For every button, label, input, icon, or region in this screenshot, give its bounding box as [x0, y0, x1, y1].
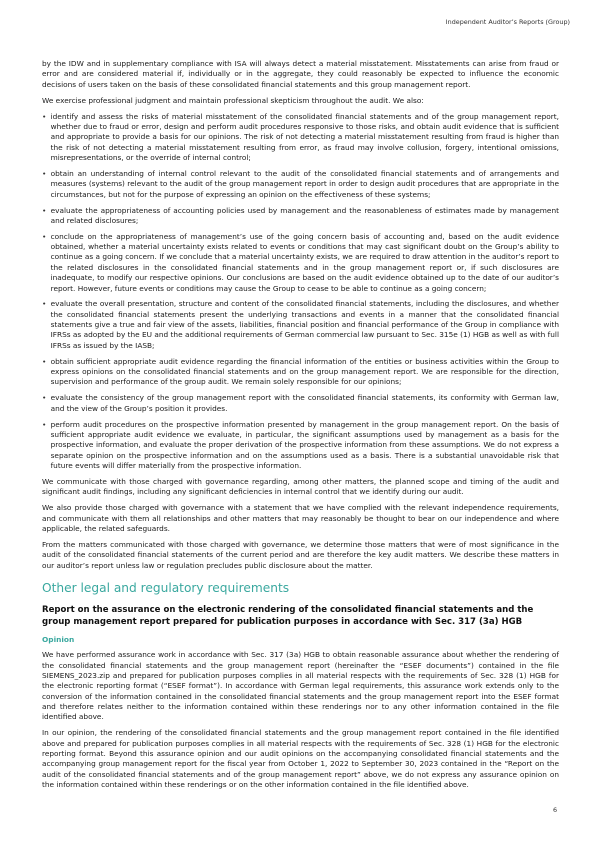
key-matters-paragraph: From the matters communicated with those charged with governance, we determine those matters that were of most significance in the audit of the consolidated financial statements of the current period and are therefore the key audit matters. We describe these matters in our auditor’s report unless law or regulation precludes public disclosure about the matter. [42, 539, 559, 570]
intro-paragraph: by the IDW and in supplementary compliance with ISA will always detect a material misstatement. Misstatements can arise from fraud or error and are considered material if, individually or in the aggregate, they could reasonably be expected to influence the economic decisions of users taken on the basis of these consolidated financial statements and this group management report. [42, 59, 559, 89]
list-item: • evaluate the appropriateness of accounting policies used by management and the reasonableness of estimates made by management and related disclosures; [42, 206, 559, 227]
section-subtitle: Report on the assurance on the electronic rendering of the consolidated financial statements and the group management report prepared for publication purposes in accordance with Sec. 317 (3a) HGB [42, 604, 534, 628]
section-title: Other legal and regulatory requirements [42, 580, 290, 595]
list-item: • evaluate the consistency of the group management report with the consolidated financial statements, its conformity with German law, and the view of the Group’s position it provides. [42, 393, 559, 414]
page-content [42, 59, 559, 796]
list-item: • perform audit procedures on the prospective information presented by management in the group management report. On the basis of sufficient appropriate audit evidence we evaluate, in particular, the significant assumptions used by management as a basis for the prospective information, and evaluate the proper derivation of the prospective information from these assumptions. We do not express a separate opinion on the prospective information and on the assumptions used as a basis. There is a substantial unavoidable risk that future events will differ materially from the prospective information. [42, 420, 559, 472]
audit-procedures-list [42, 112, 559, 472]
list-item: • identify and assess the risks of material misstatement of the consolidated financial statements and of the group management report, whether due to fraud or error, design and perform audit procedures responsive to those risks, and obtain audit evidence that is sufficient and appropriate to provide a basis for our opinions. The risk of not detecting a material misstatement resulting from fraud is higher than the risk of not detecting a material misstatement resulting from error, as fraud may involve collusion, forgery, intentional omissions, misrepresentations, or the override of internal control; [42, 112, 559, 164]
opinion-paragraph-1: We have performed assurance work in accordance with Sec. 317 (3a) HGB to obtain reasonable assurance about whether the rendering of the consolidated financial statements and the group management report (hereinafter the “ESEF documents”) contained in the file SIEMENS_2023.zip and prepared for publication purposes complies in all material respects with the requirements of Sec. 328 (1) HGB for the electronic reporting format (“ESEF format”). In accordance with German legal requirements, this assurance work extends only to the conversion of the information contained in the consolidated financial statements and the group management report into the ESEF format and therefore relates neither to the information contained within these renderings nor to any other information contained in the file identified above. [42, 650, 559, 722]
list-item: • evaluate the overall presentation, structure and content of the consolidated financial statements, including the disclosures, and whether the consolidated financial statements present the underlying transactions and events in a manner that the consolidated financial statements give a true and fair view of the assets, liabilities, financial position and financial performance of the Group in compliance with IFRSs as adopted by the EU and the additional requirements of German commercial law pursuant to Sec. 315e (1) HGB as well as with full IFRSs as issued by the IASB; [42, 299, 559, 351]
list-item: • conclude on the appropriateness of management’s use of the going concern basis of accounting and, based on the audit evidence obtained, whether a material uncertainty exists related to events or conditions that may cast significant doubt on the Group’s ability to continue as a going concern. If we conclude that a material uncertainty exists, we are required to draw attention in the auditor’s report to the related disclosures in the consolidated financial statements and in the group management report or, if such disclosures are inadequate, to modify our respective opinions. Our conclusions are based on the audit evidence obtained up to the date of our auditor’s report. However, future events or conditions may cause the Group to cease to be able to continue as a going concern; [42, 232, 559, 294]
independence-paragraph: We also provide those charged with governance with a statement that we have complied with the relevant independence requirements, and communicate with them all relationships and other matters that may reasonably be thought to bear on our independence and where applicable, the related safeguards. [42, 503, 559, 533]
opinion-heading: Opinion [42, 635, 75, 645]
running-header: Independent Auditor’s Reports (Group) [445, 18, 570, 26]
judgment-paragraph: We exercise professional judgment and maintain professional skepticism throughout the audit. We also: [42, 95, 424, 105]
list-item: • obtain an understanding of internal control relevant to the audit of the consolidated financial statements and of arrangements and measures (systems) relevant to the audit of the group management report in order to design audit procedures that are appropriate in the circumstances, but not for the purpose of expressing an opinion on the effectiveness of these systems; [42, 169, 559, 200]
page-number: 6 [553, 806, 558, 814]
opinion-paragraph-2: In our opinion, the rendering of the consolidated financial statements and the group management report contained in the file identified above and prepared for publication purposes complies in all material respects with the requirements of Sec. 328 (1) HGB for the electronic reporting format. Beyond this assurance opinion and our audit opinions on the accompanying consolidated financial statements and the accompanying group management report for the fiscal year from October 1, 2022 to September 30, 2023 contained in the “Report on the audit of the consolidated financial statements and of the group management report” above, we do not express any assurance opinion on the information contained within these renderings or on the other information contained in the file identified above. [42, 728, 559, 790]
list-item: • obtain sufficient appropriate audit evidence regarding the financial information of the entities or business activities within the Group to express opinions on the consolidated financial statements and on the group management report. We are responsible for the direction, supervision and performance of the group audit. We remain solely responsible for our opinions; [42, 357, 559, 388]
communicate-paragraph: We communicate with those charged with governance regarding, among other matters, the planned scope and timing of the audit and significant audit findings, including any significant deficiencies in internal control that we identify during our audit. [42, 476, 559, 497]
